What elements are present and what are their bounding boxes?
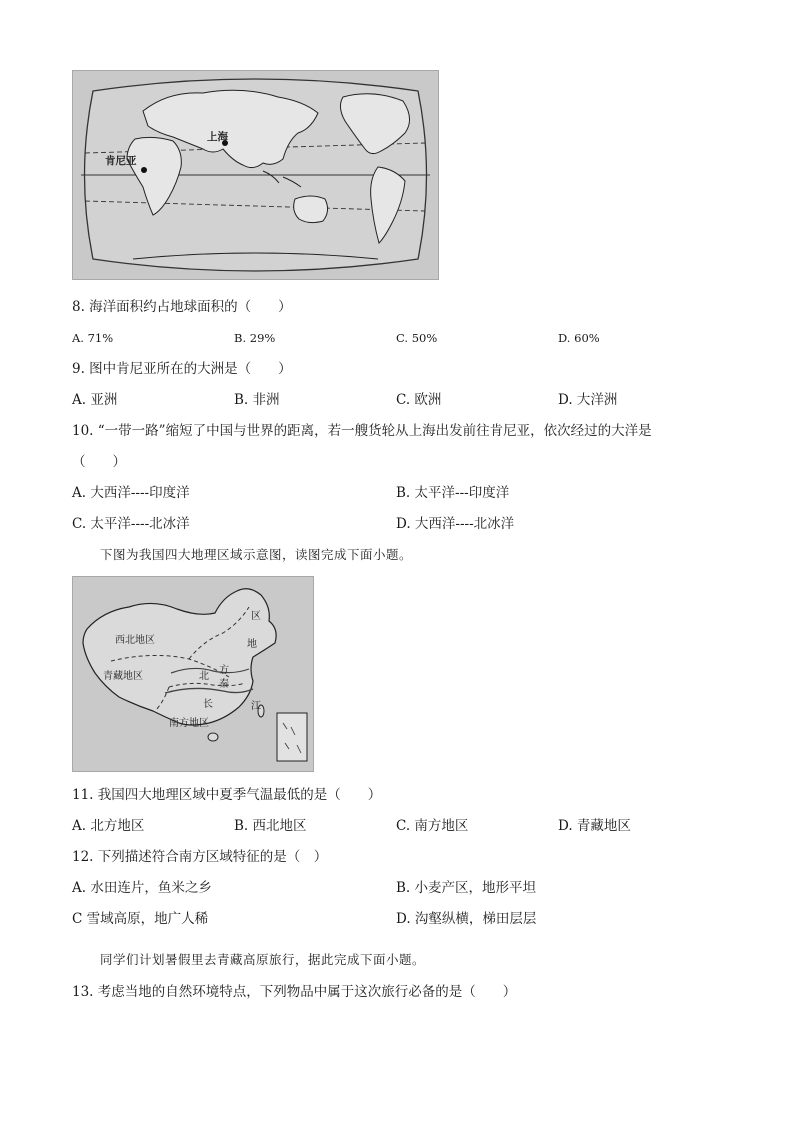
question-12-stem: 12. 下列描述符合南方区域特征的是（ ） [72, 849, 328, 865]
question-10-option-c: C. 太平洋----北冰洋 [72, 516, 190, 532]
question-8-option-b: B. 29% [234, 331, 276, 345]
question-12-option-b: B. 小麦产区，地形平坦 [396, 880, 537, 896]
label-kenya: 肯尼亚 [105, 155, 137, 167]
question-8-option-a: A. 71% [72, 331, 114, 345]
question-9-option-d: D. 大洋洲 [558, 392, 618, 408]
world-map-graphic [73, 71, 438, 279]
label-char-chang: 长 [203, 699, 213, 710]
question-11-stem: 11. 我国四大地理区域中夏季气温最低的是（ ） [72, 787, 382, 803]
question-9-stem: 9. 图中肯尼亚所在的大洲是（ ） [72, 361, 292, 377]
question-12-option-c: C 雪域高原，地广人稀 [72, 911, 209, 927]
label-char-fang: 方 [219, 665, 229, 676]
label-char-jiang: 江 [251, 701, 261, 712]
question-11-option-d: D. 青藏地区 [558, 818, 631, 834]
label-south-region: 南方地区 [169, 718, 209, 729]
label-char-qu: 区 [251, 611, 261, 622]
label-char-bei: 北 [199, 671, 209, 682]
question-11-option-b: B. 西北地区 [234, 818, 307, 834]
question-12-option-d: D. 沟壑纵横，梯田层层 [396, 911, 537, 927]
question-9-option-c: C. 欧洲 [396, 392, 442, 408]
question-9-option-b: B. 非洲 [234, 392, 280, 408]
label-qingzang-region: 青藏地区 [103, 671, 143, 682]
label-shanghai: 上海 [207, 131, 228, 143]
label-char-qin: 秦 [219, 679, 229, 690]
section-intro-regions: 下图为我国四大地理区域示意图，读图完成下面小题。 [100, 547, 413, 562]
question-11-option-a: A. 北方地区 [72, 818, 145, 834]
question-13-stem: 13. 考虑当地的自然环境特点，下列物品中属于这次旅行必备的是（ ） [72, 984, 517, 1000]
question-8-option-d: D. 60% [558, 331, 600, 345]
question-11-option-c: C. 南方地区 [396, 818, 469, 834]
question-10-option-a: A. 大西洋----印度洋 [72, 485, 190, 501]
world-map-figure [72, 70, 439, 280]
question-10-option-d: D. 大西洋----北冰洋 [396, 516, 515, 532]
china-regions-map-figure [72, 576, 314, 772]
section-intro-travel: 同学们计划暑假里去青藏高原旅行，据此完成下面小题。 [100, 952, 426, 967]
question-10-stem-cont: （ ） [72, 454, 126, 470]
question-9-option-a: A. 亚洲 [72, 392, 118, 408]
question-8-option-c: C. 50% [396, 331, 438, 345]
label-northwest-region: 西北地区 [115, 635, 155, 646]
question-12-option-a: A. 水田连片，鱼米之乡 [72, 880, 212, 896]
question-10-stem: 10. “一带一路”缩短了中国与世界的距离，若一艘货轮从上海出发前往肯尼亚，依次经过的大洋是 [72, 423, 652, 439]
label-char-di: 地 [247, 639, 257, 650]
question-10-option-b: B. 太平洋---印度洋 [396, 485, 510, 501]
question-8-stem: 8. 海洋面积约占地球面积的（ ） [72, 299, 292, 315]
